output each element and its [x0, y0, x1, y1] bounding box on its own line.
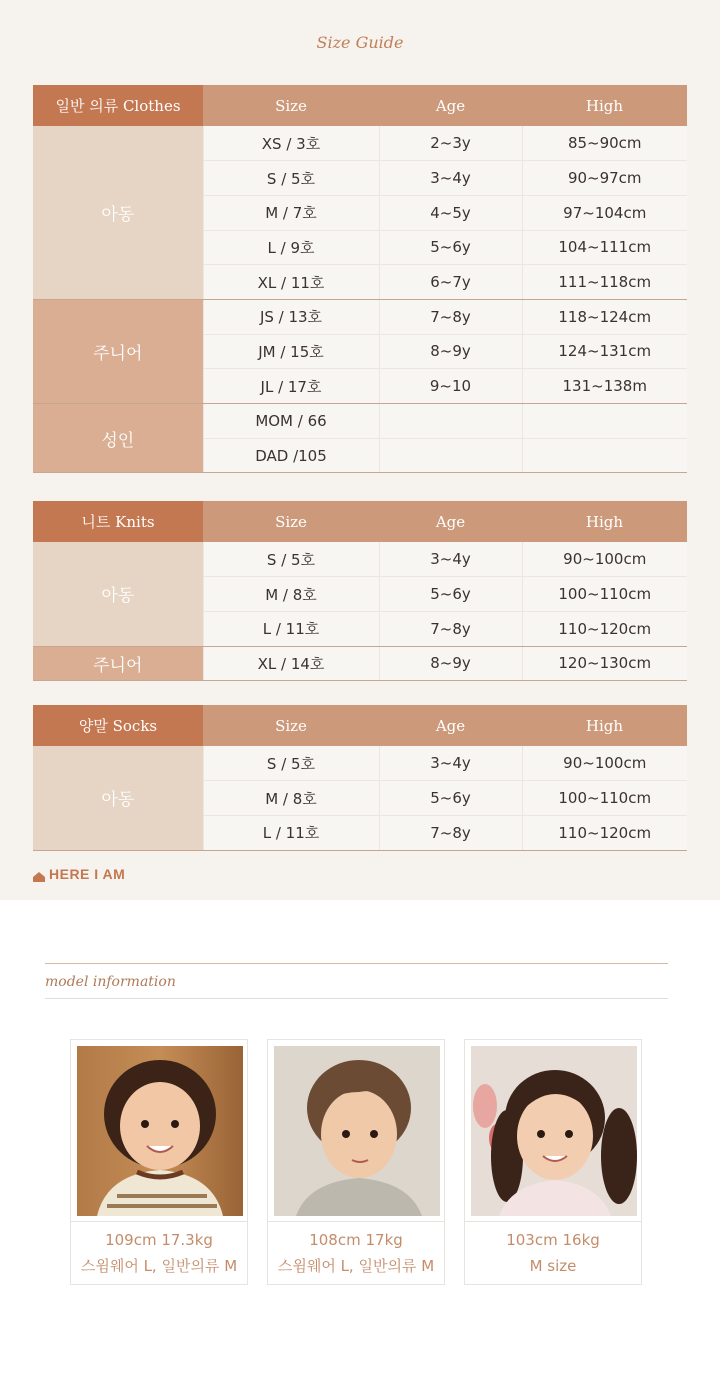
- age-cell: [379, 438, 522, 473]
- brand-logo: [33, 866, 125, 882]
- age-cell: 8~9y: [379, 646, 522, 681]
- category-header: 일반 의류 Clothes: [33, 85, 203, 126]
- age-cell: 2~3y: [379, 126, 522, 161]
- size-cell: M / 8호: [203, 781, 379, 816]
- table-row: [33, 746, 687, 781]
- model-information-title: model information: [45, 974, 176, 990]
- group-label: 아동: [33, 746, 203, 850]
- age-cell: 5~6y: [379, 577, 522, 612]
- age-column-header: Age: [379, 85, 522, 126]
- age-cell: 7~8y: [379, 299, 522, 334]
- high-column-header: High: [522, 85, 687, 126]
- high-cell: 124~131cm: [522, 334, 687, 369]
- group-label: 아동: [33, 542, 203, 646]
- high-cell: 111~118cm: [522, 265, 687, 300]
- table-row: [33, 126, 687, 161]
- table-header-row: [33, 85, 687, 126]
- age-cell: 6~7y: [379, 265, 522, 300]
- house-icon: [33, 869, 45, 879]
- age-cell: 3~4y: [379, 746, 522, 781]
- high-column-header: High: [522, 705, 687, 746]
- group-label: 주니어: [33, 646, 203, 681]
- model-measurements: 108cm 17kg: [309, 1231, 403, 1249]
- model-card: [464, 1039, 642, 1285]
- size-cell: S / 5호: [203, 542, 379, 577]
- high-cell: 110~120cm: [522, 815, 687, 850]
- size-cell: JL / 17호: [203, 369, 379, 404]
- size-cell: XL / 11호: [203, 265, 379, 300]
- model-card: [267, 1039, 445, 1285]
- size-cell: XS / 3호: [203, 126, 379, 161]
- table-row: [33, 299, 687, 334]
- size-guide-title: Size Guide: [316, 33, 404, 52]
- table-row: [33, 542, 687, 577]
- age-cell: 9~10: [379, 369, 522, 404]
- high-cell: [522, 438, 687, 473]
- model-photo: [274, 1046, 440, 1216]
- size-cell: XL / 14호: [203, 646, 379, 681]
- model-sizes: M size: [529, 1257, 577, 1275]
- high-cell: 97~104cm: [522, 195, 687, 230]
- high-cell: 90~100cm: [522, 746, 687, 781]
- table-header-row: [33, 501, 687, 542]
- group-label: 아동: [33, 126, 203, 299]
- clothes-size-table: [33, 85, 687, 473]
- age-column-header: Age: [379, 705, 522, 746]
- size-cell: JS / 13호: [203, 299, 379, 334]
- model-measurements: 109cm 17.3kg: [105, 1231, 213, 1249]
- high-cell: 118~124cm: [522, 299, 687, 334]
- high-cell: 100~110cm: [522, 781, 687, 816]
- size-cell: M / 7호: [203, 195, 379, 230]
- size-cell: L / 11호: [203, 611, 379, 646]
- age-column-header: Age: [379, 501, 522, 542]
- size-cell: L / 9호: [203, 230, 379, 265]
- socks-size-table: [33, 705, 687, 851]
- size-cell: L / 11호: [203, 815, 379, 850]
- model-card: [70, 1039, 248, 1285]
- age-cell: 7~8y: [379, 815, 522, 850]
- table-header-row: [33, 705, 687, 746]
- size-cell: DAD /105: [203, 438, 379, 473]
- high-cell: 90~100cm: [522, 542, 687, 577]
- high-cell: 110~120cm: [522, 611, 687, 646]
- age-cell: 7~8y: [379, 611, 522, 646]
- model-photo: [77, 1046, 243, 1216]
- size-column-header: Size: [203, 705, 379, 746]
- age-cell: [379, 404, 522, 439]
- age-cell: 5~6y: [379, 230, 522, 265]
- group-label: 성인: [33, 404, 203, 473]
- model-caption: [465, 1221, 641, 1285]
- model-measurements: 103cm 16kg: [506, 1231, 600, 1249]
- high-column-header: High: [522, 501, 687, 542]
- high-cell: [522, 404, 687, 439]
- size-column-header: Size: [203, 501, 379, 542]
- size-cell: MOM / 66: [203, 404, 379, 439]
- group-label: 주니어: [33, 299, 203, 403]
- size-cell: JM / 15호: [203, 334, 379, 369]
- size-column-header: Size: [203, 85, 379, 126]
- size-cell: S / 5호: [203, 746, 379, 781]
- age-cell: 8~9y: [379, 334, 522, 369]
- high-cell: 131~138m: [522, 369, 687, 404]
- model-caption: [71, 1221, 247, 1285]
- category-header: 니트 Knits: [33, 501, 203, 542]
- high-cell: 120~130cm: [522, 646, 687, 681]
- age-cell: 4~5y: [379, 195, 522, 230]
- brand-name: HERE I AM: [49, 866, 126, 882]
- size-cell: M / 8호: [203, 577, 379, 612]
- high-cell: 85~90cm: [522, 126, 687, 161]
- model-photo: [471, 1046, 637, 1216]
- model-caption: [268, 1221, 444, 1285]
- size-cell: S / 5호: [203, 161, 379, 196]
- model-sizes: 스윔웨어 L, 일반의류 M: [277, 1257, 435, 1275]
- category-header: 양말 Socks: [33, 705, 203, 746]
- age-cell: 3~4y: [379, 161, 522, 196]
- high-cell: 104~111cm: [522, 230, 687, 265]
- age-cell: 3~4y: [379, 542, 522, 577]
- table-row: [33, 646, 687, 681]
- high-cell: 90~97cm: [522, 161, 687, 196]
- model-sizes: 스윔웨어 L, 일반의류 M: [80, 1257, 238, 1275]
- model-information-header: [45, 963, 668, 999]
- age-cell: 5~6y: [379, 781, 522, 816]
- high-cell: 100~110cm: [522, 577, 687, 612]
- table-row: [33, 404, 687, 439]
- knits-size-table: [33, 501, 687, 681]
